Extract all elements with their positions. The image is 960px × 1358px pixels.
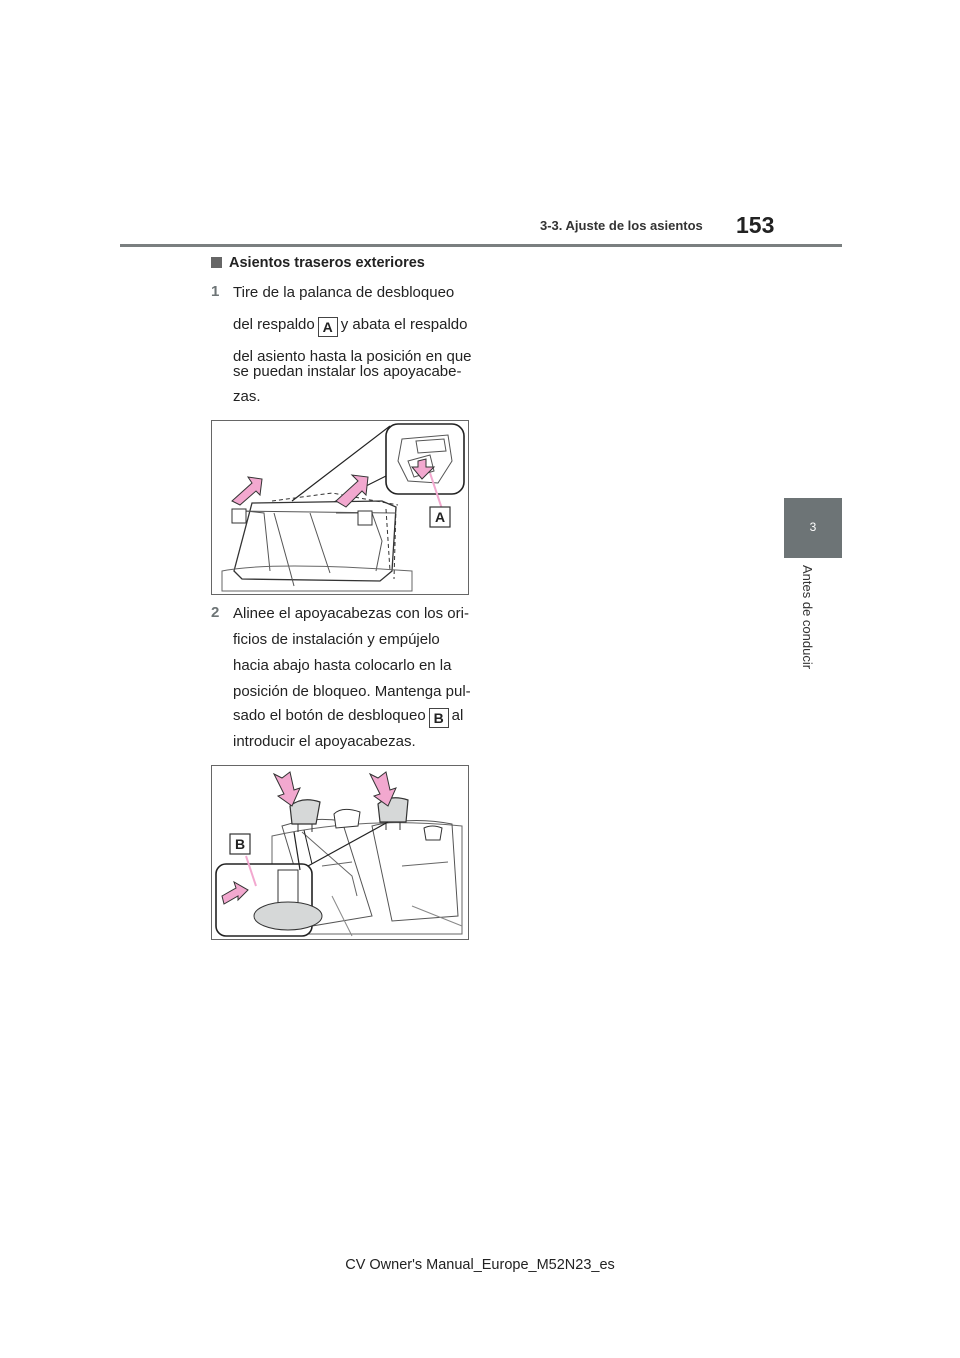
step-2-line-3: hacia abajo hasta colocarlo en la [233, 657, 452, 674]
step-2-line-5-post: al [451, 707, 464, 724]
step-1 [211, 283, 219, 301]
section-heading [211, 255, 425, 271]
section-heading-text: Asientos traseros exteriores [229, 255, 425, 271]
step-1-line-2-pre: del respaldo [233, 316, 315, 333]
step-2-line-5 [233, 707, 463, 728]
step-1-line-5: zas. [233, 388, 261, 405]
tag-b: B [429, 708, 449, 728]
figure-seatback-fold [211, 420, 469, 595]
chapter-title-text: Antes de conducir [800, 565, 815, 670]
step-2-line-1: Alinee el apoyacabezas con los ori- [233, 605, 469, 622]
step-1-line-2-post: y abata el respaldo [340, 316, 468, 333]
step-1-line-1: Tire de la palanca de desbloqueo [233, 284, 455, 301]
step-1-line-4: se puedan instalar los apoyacabe- [233, 363, 462, 380]
chapter-title [800, 565, 816, 685]
step-2-line-5-pre: sado el botón de desbloqueo [233, 707, 426, 724]
figure-1-callout: A [434, 509, 446, 525]
header-section-title: 3-3. Ajuste de los asientos [540, 218, 703, 233]
step-1-number: 1 [211, 283, 220, 300]
step-1-line-2 [233, 316, 468, 337]
figure-headrest-install [211, 765, 469, 940]
step-2-number: 2 [211, 604, 220, 621]
step-2-line-6: introducir el apoyacabezas. [233, 733, 416, 750]
square-bullet-icon [211, 257, 222, 268]
page-number: 153 [736, 212, 775, 238]
tag-a: A [318, 317, 338, 337]
step-2 [211, 604, 219, 622]
header-divider [120, 244, 842, 247]
chapter-number: 3 [809, 520, 817, 534]
step-2-line-2: ficios de instalación y empújelo [233, 631, 440, 648]
footer-manual-id: CV Owner's Manual_Europe_M52N23_es [345, 1257, 615, 1273]
figure-2-callout: B [234, 836, 246, 852]
step-2-line-4: posición de bloqueo. Mantenga pul- [233, 683, 471, 700]
seatback-fold-illustration [212, 421, 468, 594]
headrest-install-illustration [212, 766, 468, 939]
step-1-line-3: del asiento hasta la posición en que [233, 348, 472, 365]
